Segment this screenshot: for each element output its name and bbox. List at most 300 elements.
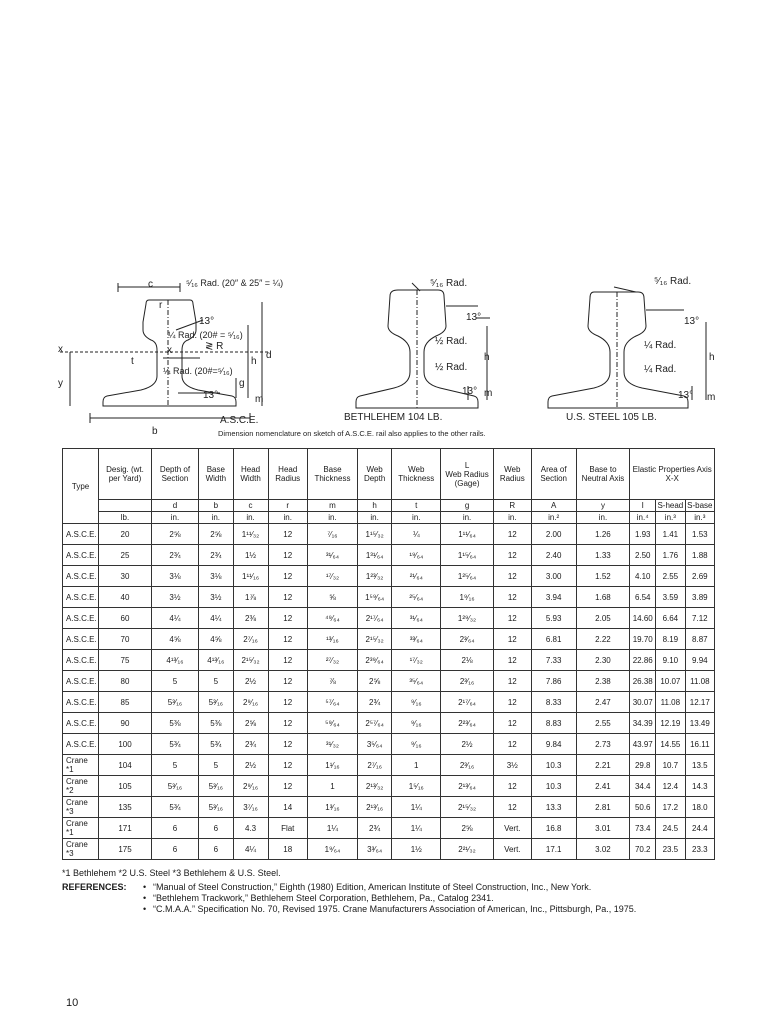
table-cell: 3⁵⁄₆₄ <box>357 734 391 755</box>
row-type-cell: A.S.C.E. <box>63 692 99 713</box>
table-cell: 43.97 <box>630 734 656 755</box>
table-cell: 18 <box>268 839 307 860</box>
table-cell: 12 <box>268 671 307 692</box>
table-cell: 2¾ <box>233 734 268 755</box>
header-unit: in. <box>576 512 630 524</box>
table-cell: 2⅜ <box>233 608 268 629</box>
table-cell: 5³⁄₁₆ <box>199 797 234 818</box>
table-row <box>63 524 715 545</box>
table-cell: 2³⁄₆₄ <box>441 629 494 650</box>
table-cell: 105 <box>99 776 152 797</box>
rail-diagrams <box>0 0 768 450</box>
table-cell: 2½ <box>233 671 268 692</box>
table-cell: 1³¹⁄₆₄ <box>357 545 391 566</box>
header-unit: in. <box>233 512 268 524</box>
table-cell: 24.5 <box>656 818 686 839</box>
table-cell: 2.22 <box>576 629 630 650</box>
table-cell: ¹⁷⁄₃₂ <box>307 566 357 587</box>
asce-label-g: g <box>239 378 245 389</box>
table-cell: 12 <box>493 650 531 671</box>
table-cell: ¹³⁄₁₆ <box>307 629 357 650</box>
table-cell: ³¹⁄₃₂ <box>307 734 357 755</box>
table-cell: 12 <box>268 713 307 734</box>
table-cell: 3⅛ <box>199 566 234 587</box>
header-unit: in. <box>441 512 494 524</box>
table-cell: 1²⁹⁄₃₂ <box>441 608 494 629</box>
table-cell: 6 <box>199 818 234 839</box>
table-cell: 12 <box>268 692 307 713</box>
table-cell: 7.12 <box>685 608 714 629</box>
table-cell: 7.33 <box>531 650 576 671</box>
table-cell: 12 <box>268 650 307 671</box>
table-cell: 3⁷⁄₁₆ <box>233 797 268 818</box>
table-cell: 2¹³⁄₃₂ <box>357 776 391 797</box>
header-web-thickness: Web Thickness <box>392 449 441 500</box>
header-unit: in. <box>307 512 357 524</box>
table-cell: 16.8 <box>531 818 576 839</box>
row-type-cell: A.S.C.E. <box>63 734 99 755</box>
diagram-note: Dimension nomenclature on sketch of A.S.C.E. rail also applies to the other rails. <box>218 429 486 438</box>
table-cell: 4.10 <box>630 566 656 587</box>
table-cell: ³⁵⁄₆₄ <box>392 671 441 692</box>
table-cell: 5⅜ <box>199 713 234 734</box>
table-cell: 8.33 <box>531 692 576 713</box>
header-sym: b <box>199 500 234 512</box>
table-cell: Vert. <box>493 818 531 839</box>
table-cell: 2⅝ <box>357 671 391 692</box>
row-type-cell: Crane *3 <box>63 839 99 860</box>
asce-label-R: ≷ R <box>205 341 224 352</box>
reference-item: • “Manual of Steel Construction,” Eighth (1980) Edition, American Institute of Steel Construction, Inc., New York. <box>143 882 713 893</box>
table-cell: 5 <box>199 755 234 776</box>
table-cell: 29.8 <box>630 755 656 776</box>
table-cell: ⅞ <box>307 671 357 692</box>
table-cell: 30 <box>99 566 152 587</box>
uss-caption: U.S. STEEL 105 LB. <box>566 412 657 423</box>
asce-label-r: r <box>159 300 163 311</box>
table-cell: 2¹³⁄₁₆ <box>357 797 391 818</box>
table-row <box>63 629 715 650</box>
header-web-radius-gage <box>441 449 494 500</box>
header-sym: t <box>392 500 441 512</box>
rail-sketches <box>0 0 768 450</box>
header-l: L <box>464 460 470 470</box>
table-cell: 1.33 <box>576 545 630 566</box>
beth-caption: BETHLEHEM 104 LB. <box>344 412 443 423</box>
table-cell: ³¹⁄₆₄ <box>392 608 441 629</box>
table-cell: 3½ <box>151 587 198 608</box>
table-cell: 2²³⁄₆₄ <box>441 713 494 734</box>
table-cell: ²⁵⁄₆₄ <box>392 587 441 608</box>
page-number: 10 <box>66 997 79 1009</box>
header-sym: S-base <box>685 500 714 512</box>
table-cell: 3.02 <box>576 839 630 860</box>
table-cell: 3.00 <box>531 566 576 587</box>
header-sym: g <box>441 500 494 512</box>
header-sym: h <box>357 500 391 512</box>
table-cell: 12 <box>268 734 307 755</box>
asce-label-angle-top: 13° <box>199 316 215 327</box>
table-cell: ²⁷⁄₃₂ <box>307 650 357 671</box>
uss-label-rad-2: ¼ Rad. <box>644 364 677 375</box>
table-cell: 1²³⁄₃₂ <box>357 566 391 587</box>
header-web-radius-gage-label: Web Radius (Gage) <box>445 469 489 488</box>
table-cell: 1¹⁵⁄₆₄ <box>441 545 494 566</box>
row-type-cell: A.S.C.E. <box>63 587 99 608</box>
header-base-thickness: Base Thickness <box>307 449 357 500</box>
table-cell: ⁹⁄₁₆ <box>392 713 441 734</box>
table-cell: 2⅝ <box>233 713 268 734</box>
table-cell: 26.38 <box>630 671 656 692</box>
table-cell: 13.3 <box>531 797 576 818</box>
header-type: Type <box>63 449 99 524</box>
table-cell: 171 <box>99 818 152 839</box>
table-cell: 17.2 <box>656 797 686 818</box>
table-cell: ⁹⁄₁₆ <box>392 692 441 713</box>
header-head-width: Head Width <box>233 449 268 500</box>
table-row <box>63 713 715 734</box>
table-cell: 25 <box>99 545 152 566</box>
table-cell: 12 <box>268 608 307 629</box>
table-cell: ⁵⁹⁄₆₄ <box>307 713 357 734</box>
references-list <box>143 882 713 915</box>
header-unit: in. <box>151 512 198 524</box>
table-cell: 1⁹⁄₁₆ <box>441 587 494 608</box>
table-cell: 2⅝ <box>199 524 234 545</box>
table-cell: 1¹¹⁄₃₂ <box>233 524 268 545</box>
row-type-cell: A.S.C.E. <box>63 566 99 587</box>
table-cell: 1¹⁵⁄₃₂ <box>357 524 391 545</box>
header-sym: y <box>576 500 630 512</box>
table-cell: 1¼ <box>392 818 441 839</box>
table-cell: 175 <box>99 839 152 860</box>
table-cell: 12 <box>493 545 531 566</box>
table-cell: 12 <box>268 545 307 566</box>
table-cell: 12 <box>268 587 307 608</box>
table-cell: 8.19 <box>656 629 686 650</box>
table-cell: 2⅝ <box>151 524 198 545</box>
table-cell: 11.08 <box>685 671 714 692</box>
table-cell: 30.07 <box>630 692 656 713</box>
references-label: REFERENCES: <box>62 882 127 892</box>
table-cell: 104 <box>99 755 152 776</box>
table-cell: 2³⁄₁₆ <box>441 755 494 776</box>
table-cell: 10.3 <box>531 755 576 776</box>
table-cell: 2⁹⁄₁₆ <box>233 692 268 713</box>
table-cell: 3.89 <box>685 587 714 608</box>
table-cell: 6 <box>199 839 234 860</box>
header-elastic: Elastic Properties Axis X-X <box>630 449 715 500</box>
asce-label-angle-bottom: 13° <box>203 390 219 401</box>
table-cell: 3⅛ <box>151 566 198 587</box>
table-cell: 4¼ <box>151 608 198 629</box>
table-cell: 1¼ <box>392 797 441 818</box>
header-web-radius: Web Radius <box>493 449 531 500</box>
table-cell: 12 <box>268 629 307 650</box>
table-cell: 2⁵⁷⁄₆₄ <box>357 713 391 734</box>
table-cell: 14 <box>268 797 307 818</box>
table-cell: 2.30 <box>576 650 630 671</box>
table-cell: 23.3 <box>685 839 714 860</box>
table-cell: 1.53 <box>685 524 714 545</box>
table-cell: Flat <box>268 818 307 839</box>
header-sym: c <box>233 500 268 512</box>
table-cell: 12 <box>493 776 531 797</box>
table-cell: 4⅝ <box>151 629 198 650</box>
table-cell: ⁵⁷⁄₆₄ <box>307 692 357 713</box>
table-cell: 2⅛ <box>441 650 494 671</box>
table-cell: 1⁹⁄₆₄ <box>307 839 357 860</box>
header-desig: Desig. (wt. per Yard) <box>99 449 152 500</box>
table-row <box>63 545 715 566</box>
table-cell: 5³⁄₁₆ <box>151 692 198 713</box>
table-cell: 5³⁄₁₆ <box>199 776 234 797</box>
header-unit: in. <box>357 512 391 524</box>
table-cell: 16.11 <box>685 734 714 755</box>
table-cell: 24.4 <box>685 818 714 839</box>
footnote: *1 Bethlehem *2 U.S. Steel *3 Bethlehem & U.S. Steel. <box>62 868 281 878</box>
table-cell: 50.6 <box>630 797 656 818</box>
table-cell: 13.5 <box>685 755 714 776</box>
table-cell: 70.2 <box>630 839 656 860</box>
beth-label-rad: ⁵⁄₁₆ Rad. <box>430 278 468 289</box>
table-row <box>63 650 715 671</box>
table-cell: ¼ <box>392 524 441 545</box>
table-cell: 5¾ <box>151 734 198 755</box>
rail-properties-table <box>62 448 715 860</box>
table-cell: 2¹⁷⁄₆₄ <box>441 692 494 713</box>
row-type-cell: A.S.C.E. <box>63 524 99 545</box>
header-sym: S-head <box>657 501 684 510</box>
table-cell: 11.08 <box>656 692 686 713</box>
table-cell: 1³⁄₁₆ <box>307 797 357 818</box>
table-cell: 1⅞ <box>233 587 268 608</box>
table-row <box>63 797 715 818</box>
header-sym: r <box>268 500 307 512</box>
table-cell: 2.55 <box>656 566 686 587</box>
table-cell: 12 <box>268 755 307 776</box>
table-cell: 75 <box>99 650 152 671</box>
asce-label-t: t <box>131 356 134 367</box>
asce-label-top-rad: ⁵⁄₁₆ Rad. (20″ & 25″ = ¼) <box>186 278 284 288</box>
table-row <box>63 566 715 587</box>
uss-label-angle: 13° <box>684 316 700 327</box>
table-cell: 1¼ <box>307 818 357 839</box>
table-cell: ¹⁹⁄₆₄ <box>392 545 441 566</box>
table-cell: 6.54 <box>630 587 656 608</box>
header-unit: in. <box>392 512 441 524</box>
header-unit: in.² <box>531 512 576 524</box>
reference-item: • “C.M.A.A.” Specification No. 70, Revised 1975. Crane Manufacturers Association of American, Inc., Pittsburgh, Pa., 1975. <box>143 904 713 915</box>
table-cell: 12 <box>493 629 531 650</box>
table-cell: 6.81 <box>531 629 576 650</box>
table-cell: 1¹¹⁄₆₄ <box>441 524 494 545</box>
table-cell: 14.3 <box>685 776 714 797</box>
header-head-radius: Head Radius <box>268 449 307 500</box>
row-type-cell: A.S.C.E. <box>63 545 99 566</box>
table-cell: 1.52 <box>576 566 630 587</box>
table-row <box>63 818 715 839</box>
table-cell: 10.3 <box>531 776 576 797</box>
table-cell: 2.41 <box>576 776 630 797</box>
table-cell: 7.86 <box>531 671 576 692</box>
table-cell: ³¹⁄₆₄ <box>307 545 357 566</box>
uss-label-rad: ⁵⁄₁₆ Rad. <box>654 276 692 287</box>
table-cell: 5¾ <box>151 797 198 818</box>
header-depth: Depth of Section <box>151 449 198 500</box>
table-row <box>63 587 715 608</box>
table-cell: 12 <box>493 797 531 818</box>
table-cell: ⅝ <box>307 587 357 608</box>
header-unit: in. <box>493 512 531 524</box>
table-cell: 12 <box>268 776 307 797</box>
table-cell: 1¹¹⁄₁₆ <box>233 566 268 587</box>
table-cell: 1¹⁄₁₆ <box>307 755 357 776</box>
asce-label-c: c <box>148 279 153 290</box>
header-sym: I <box>630 500 656 512</box>
table-cell: 12 <box>493 566 531 587</box>
table-cell: 2¹³⁄₆₄ <box>441 776 494 797</box>
table-cell: 2.21 <box>576 755 630 776</box>
table-cell: 13.49 <box>685 713 714 734</box>
asce-label-m: m <box>255 394 264 405</box>
asce-label-x-inner: x <box>167 345 172 356</box>
table-cell: 70 <box>99 629 152 650</box>
table-cell: 100 <box>99 734 152 755</box>
table-cell: 12 <box>493 608 531 629</box>
table-cell: 1.93 <box>630 524 656 545</box>
table-cell: 5³⁄₁₆ <box>199 692 234 713</box>
table-cell: 1.88 <box>685 545 714 566</box>
table-cell: 2²¹⁄₃₂ <box>441 839 494 860</box>
table-cell: 2³⁄₁₆ <box>441 671 494 692</box>
table-cell: 5¾ <box>199 734 234 755</box>
table-cell: 12 <box>268 524 307 545</box>
asce-caption: A.S.C.E. <box>220 415 259 426</box>
table-cell: 90 <box>99 713 152 734</box>
table-cell: 80 <box>99 671 152 692</box>
table-cell: 2½ <box>233 755 268 776</box>
table-cell: 2¹⁵⁄₃₂ <box>233 650 268 671</box>
table-cell: ⁴⁹⁄₆₄ <box>307 608 357 629</box>
table-cell: 6 <box>151 818 198 839</box>
table-cell: 1²⁵⁄₆₄ <box>441 566 494 587</box>
table-cell: ²¹⁄₆₄ <box>392 566 441 587</box>
table-cell: 12 <box>493 524 531 545</box>
uss-label-h: h <box>709 352 715 363</box>
header-web-depth: Web Depth <box>357 449 391 500</box>
table-cell: 1 <box>392 755 441 776</box>
table-cell: 20 <box>99 524 152 545</box>
table-row <box>63 839 715 860</box>
table-cell: 3.59 <box>656 587 686 608</box>
table-cell: 2¾ <box>357 818 391 839</box>
table-cell: 2¾ <box>357 692 391 713</box>
table-cell: 12 <box>493 734 531 755</box>
table-row <box>63 755 715 776</box>
table-cell: 22.86 <box>630 650 656 671</box>
table-cell: 4¹³⁄₁₆ <box>199 650 234 671</box>
table-cell: 2.47 <box>576 692 630 713</box>
row-type-cell: Crane *3 <box>63 797 99 818</box>
table-cell: 2.81 <box>576 797 630 818</box>
row-type-cell: Crane *2 <box>63 776 99 797</box>
table-cell: 5.93 <box>531 608 576 629</box>
row-type-cell: A.S.C.E. <box>63 650 99 671</box>
header-sym-blank <box>99 500 152 512</box>
table-cell: 2.38 <box>576 671 630 692</box>
table-cell: 2¾ <box>199 545 234 566</box>
header-unit: lb. <box>99 512 152 524</box>
table-cell: 2⅝ <box>441 818 494 839</box>
header-unit: in. <box>199 512 234 524</box>
header-base-to-axis: Base to Neutral Axis <box>576 449 630 500</box>
beth-label-rad-2: ½ Rad. <box>435 362 468 373</box>
table-cell: 60 <box>99 608 152 629</box>
table-cell: 6.64 <box>656 608 686 629</box>
row-type-cell: Crane *1 <box>63 818 99 839</box>
asce-label-h: h <box>251 356 257 367</box>
table-cell: 12.19 <box>656 713 686 734</box>
table-cell: 12 <box>493 671 531 692</box>
table-cell: 1.68 <box>576 587 630 608</box>
table-cell: 40 <box>99 587 152 608</box>
table-cell: ³³⁄₆₄ <box>392 629 441 650</box>
table-cell: 19.70 <box>630 629 656 650</box>
reference-item: • “Bethlehem Trackwork,” Bethlehem Steel Corporation, Bethlehem, Pa., Catalog 2341. <box>143 893 713 904</box>
table-cell: 2¾ <box>151 545 198 566</box>
table-cell: ⁷⁄₁₆ <box>307 524 357 545</box>
table-cell: 10.7 <box>656 755 686 776</box>
table-cell: 2⁹⁄₁₆ <box>233 776 268 797</box>
table-cell: 18.0 <box>685 797 714 818</box>
table-cell: 34.4 <box>630 776 656 797</box>
table-cell: 3.94 <box>531 587 576 608</box>
table-cell: 1.41 <box>656 524 686 545</box>
asce-label-y: y <box>58 378 63 389</box>
uss-label-rad-1: ¼ Rad. <box>644 340 677 351</box>
header-sym: m <box>307 500 357 512</box>
table-cell: 5 <box>151 671 198 692</box>
asce-label-rad-2: ¼ Rad. (20#=⁵⁄₁₆) <box>163 366 233 376</box>
table-cell: ¹⁷⁄₃₂ <box>392 650 441 671</box>
table-cell: 9.94 <box>685 650 714 671</box>
table-cell: 2¹⁷⁄₆₄ <box>357 608 391 629</box>
table-cell: 12 <box>493 587 531 608</box>
table-cell: 10.07 <box>656 671 686 692</box>
table-cell: 85 <box>99 692 152 713</box>
table-cell: 5 <box>151 755 198 776</box>
table-cell: 1⁵⁄₁₆ <box>392 776 441 797</box>
table-cell: 12 <box>493 713 531 734</box>
table-cell: 3½ <box>493 755 531 776</box>
table-body <box>63 524 715 860</box>
table-cell: 1½ <box>233 545 268 566</box>
beth-label-h: h <box>484 352 490 363</box>
table-cell: 6 <box>151 839 198 860</box>
table-cell: Vert. <box>493 839 531 860</box>
header-unit: in. <box>268 512 307 524</box>
table-cell: 2⁷⁄₁₆ <box>357 755 391 776</box>
table-cell: 73.4 <box>630 818 656 839</box>
table-cell: 135 <box>99 797 152 818</box>
row-type-cell: A.S.C.E. <box>63 713 99 734</box>
table-cell: 2¹⁵⁄₃₂ <box>441 797 494 818</box>
table-cell: 8.87 <box>685 629 714 650</box>
header-unit: in.³ <box>656 512 686 524</box>
table-cell: 4.3 <box>233 818 268 839</box>
beth-label-angle-bottom: 13° <box>462 386 478 397</box>
